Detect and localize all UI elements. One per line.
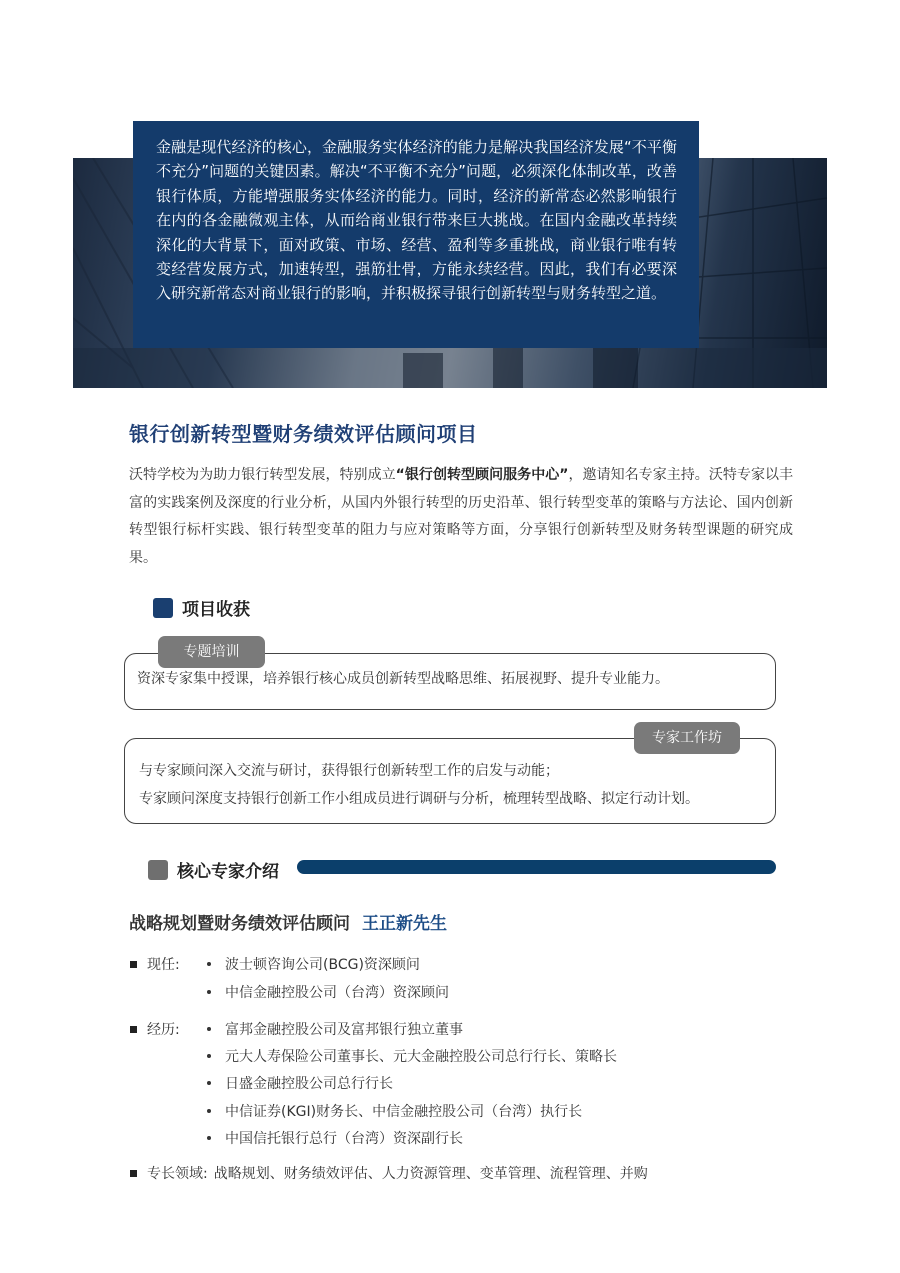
square-bullet-icon bbox=[130, 961, 137, 968]
bullet-icon bbox=[207, 1136, 211, 1140]
square-bullet-icon bbox=[130, 1170, 137, 1177]
harvest-heading-text: 项目收获 bbox=[182, 600, 250, 620]
square-bullet-icon bbox=[130, 1026, 137, 1033]
list-item: 中信证券(KGI)财务长、中信金融控股公司（台湾）执行长 bbox=[207, 1102, 582, 1122]
hero-paragraph: 金融是现代经济的核心，金融服务实体经济的能力是解决我国经济发展“不平衡不充分”问题的关键因素。解决“不平衡不充分”问题，必须深化体制改革，改善银行体质，方能增强服务实体经济的能力。同时，经济的新常态必然影响银行在内的各金融微观主体，从而给商业银行带来巨大挑战。在国内金融改革持续深化的大背景下，面对政策、市场、经营、盈利等多重挑战，商业银行唯有转变经营发展方式，加速转型，强筋壮骨，方能永续经营。因此，我们有必要深入研究新常态对商业银行的影响，并积极探寻银行创新转型与财务转型之道。 bbox=[156, 138, 677, 303]
list-item: 中国信托银行总行（台湾）资深副行长 bbox=[207, 1129, 463, 1149]
bullet-icon bbox=[207, 1054, 211, 1058]
list-item: 富邦金融控股公司及富邦银行独立董事 bbox=[207, 1020, 463, 1040]
list-item: 日盛金融控股公司总行行长 bbox=[207, 1074, 393, 1094]
bullet-icon bbox=[207, 1027, 211, 1031]
list-item: 波士顿咨询公司(BCG)资深顾问 bbox=[207, 955, 420, 975]
bullet-icon bbox=[207, 1081, 211, 1085]
intro-text-2: ，邀请知名专家主持。沃特专家以丰富的实践案例及深度的行业分析，从国内外银行转型的历史沿革、银行转型变革的策略与方法论、国内创新转型银行标杆实践、银行转型变革的阻力与应对策略等方面，分享银行创新转型及财务转型课题的研究成果。 bbox=[129, 467, 794, 566]
specialty-row bbox=[130, 1164, 648, 1184]
bullet-icon bbox=[207, 962, 211, 966]
experts-heading-text: 核心专家介绍 bbox=[177, 862, 279, 882]
advisor-title bbox=[129, 909, 447, 934]
list-item: 中信金融控股公司（台湾）资深顾问 bbox=[207, 983, 449, 1003]
bullet-icon bbox=[207, 1109, 211, 1113]
harvest-heading bbox=[153, 595, 250, 620]
experts-heading bbox=[148, 857, 279, 882]
history-label: 经历: bbox=[147, 1022, 180, 1038]
heading-divider-bar bbox=[297, 860, 776, 874]
project-title: 银行创新转型暨财务绩效评估顾问项目 bbox=[129, 422, 478, 446]
workshop-line-1: 与专家顾问深入交流与研讨，获得银行创新转型工作的启发与动能； bbox=[139, 763, 559, 779]
project-intro bbox=[129, 462, 793, 572]
training-text: 资深专家集中授课，培养银行核心成员创新转型战略思维、拓展视野、提升专业能力。 bbox=[137, 671, 669, 687]
specialty-text: 战略规划、财务绩效评估、人力资源管理、变革管理、流程管理、并购 bbox=[213, 1166, 648, 1182]
advisor-name: 王正新先生 bbox=[362, 914, 447, 934]
intro-bold: “银行创转型顾问服务中心” bbox=[395, 467, 569, 483]
training-tab: 专题培训 bbox=[158, 636, 265, 668]
workshop-tab: 专家工作坊 bbox=[634, 722, 740, 754]
advisor-role: 战略规划暨财务绩效评估顾问 bbox=[129, 914, 350, 934]
bullet-icon bbox=[207, 990, 211, 994]
history-label-row bbox=[130, 1020, 180, 1040]
current-label-row bbox=[130, 955, 180, 975]
specialty-label: 专长领域: bbox=[147, 1166, 208, 1182]
list-item: 元大人寿保险公司董事长、元大金融控股公司总行行长、策略长 bbox=[207, 1047, 617, 1067]
workshop-line-2: 专家顾问深度支持银行创新工作小组成员进行调研与分析，梳理转型战略、拟定行动计划。 bbox=[139, 791, 699, 807]
current-label: 现任: bbox=[147, 957, 180, 973]
intro-text-1: 沃特学校为为助力银行转型发展，特别成立 bbox=[129, 467, 396, 483]
heading-square-icon bbox=[153, 598, 173, 618]
heading-square-icon bbox=[148, 860, 168, 880]
hero-text-box bbox=[133, 121, 699, 348]
